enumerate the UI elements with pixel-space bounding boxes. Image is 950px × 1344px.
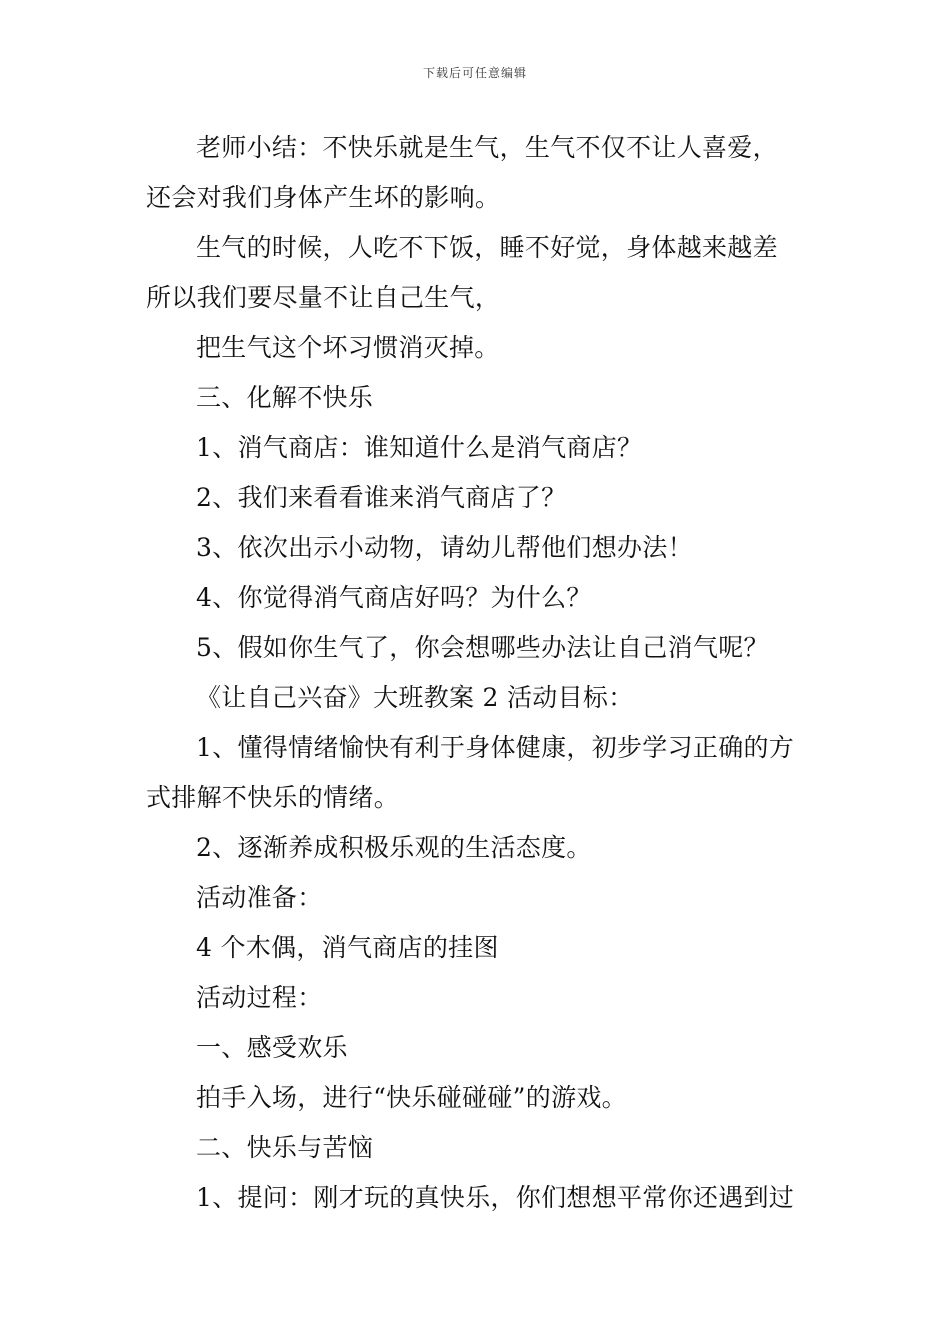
text-line: 1、懂得情绪愉快有利于身体健康，初步学习正确的方: [196, 733, 795, 762]
text-line: 2、逐渐养成积极乐观的生活态度。: [196, 833, 592, 862]
text-line: 2、我们来看看谁来消气商店了？: [196, 483, 567, 512]
text-line: 拍手入场，进行“快乐碰碰碰”的游戏。: [196, 1083, 627, 1112]
text-line: 一、感受欢乐: [196, 1033, 348, 1062]
page-header: 下载后可任意编辑: [422, 66, 527, 80]
text-line: 5、假如你生气了，你会想哪些办法让自己消气呢？: [196, 633, 769, 662]
text-line: 3、依次出示小动物，请幼儿帮他们想办法！: [196, 533, 693, 562]
text-line: 4 个木偶，消气商店的挂图: [196, 933, 499, 962]
text-line: 活动准备：: [196, 883, 323, 912]
text-line: 所以我们要尽量不让自己生气，: [146, 283, 501, 312]
text-line: 式排解不快乐的情绪。: [146, 783, 400, 812]
text-line: 三、化解不快乐: [196, 383, 374, 412]
text-line: 活动过程：: [196, 983, 323, 1012]
text-line: 1、提问：刚才玩的真快乐，你们想想平常你还遇到过: [196, 1183, 795, 1212]
text-line: 二、快乐与苦恼: [196, 1133, 374, 1162]
text-line: 《让自己兴奋》大班教案 2 活动目标：: [196, 683, 634, 712]
text-line: 1、消气商店：谁知道什么是消气商店？: [196, 433, 643, 462]
text-line: 还会对我们身体产生坏的影响。: [146, 183, 501, 212]
text-line: 4、你觉得消气商店好吗？为什么？: [196, 583, 592, 612]
text-line: 生气的时候，人吃不下饭，睡不好觉，身体越来越差: [196, 233, 778, 262]
text-line: 把生气这个坏习惯消灭掉。: [196, 333, 500, 362]
text-line: 老师小结：不快乐就是生气，生气不仅不让人喜爱，: [196, 133, 778, 162]
